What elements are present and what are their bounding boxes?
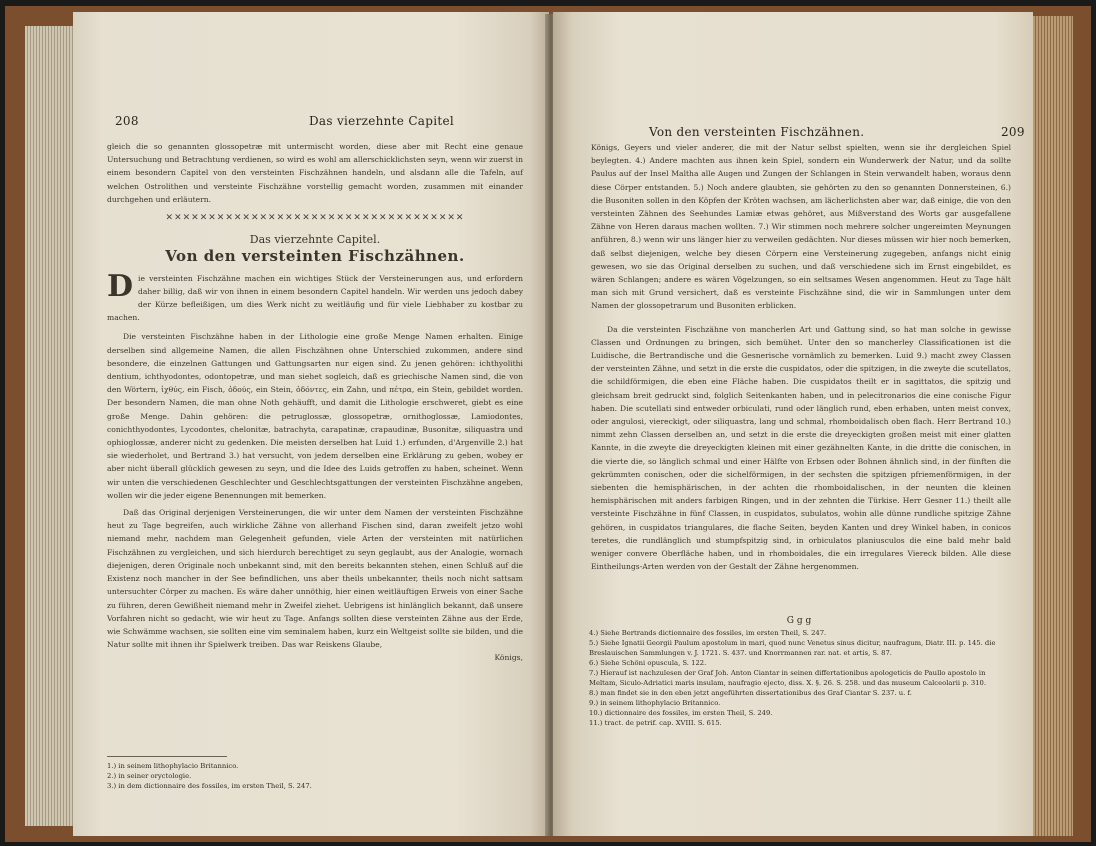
footnote: 3.) in dem dictionnaire des fossiles, im ersten Theil, S. 247. <box>107 782 312 790</box>
right-page <box>553 12 1033 836</box>
left-paragraph-1 <box>107 268 523 325</box>
right-body <box>591 141 1011 574</box>
left-intro-paragraph: gleich die so genannten glossopetræ mit untermischt worden, diese aber mit Recht eine genaue Untersuchung und Betrachtung verdienen, so wird es wohl am allerschicklichsten seyn, wenn wir zuerst in einem besondern Capitel von den versteinten Fischzähnen handeln, und alsdann alle die Tafeln, auf welchen Ostrolithen und versteinte Fischzähne vorstellig gemacht worden, zusammen mit einander durchgehen und erläutern. <box>107 142 523 204</box>
left-footnotes <box>107 744 523 791</box>
left-page-number: 208 <box>115 114 139 128</box>
left-body <box>107 140 523 665</box>
footnote: 4.) Siehe Bertrands dictionnaire des fossiles, im ersten Theil, S. 247. <box>589 629 827 637</box>
footnote-rule <box>107 756 227 757</box>
footnote: 9.) in seinem lithophylacio Britannico. <box>589 699 721 707</box>
left-paragraph-1-text: ie versteinten Fischzähne machen ein wichtiges Stück der Versteinerungen aus, und erfordern daher billig, daß wir von ihnen in einem besondern Capitel handeln. Wir werden uns jedoch dabey der Kürze befleißigen, um dies Werk nicht zu weitläufig und für viele Liebhaber zu kostbar zu machen. <box>107 273 523 323</box>
chapter-label: Das vierzehnte Capitel. <box>249 233 381 247</box>
right-paragraph-2: Da die versteinten Fischzähne von mancherlen Art und Gattung sind, so hat man solche in gewisse Classen und Ordnungen zu bringen, sich bemühet. Unter den so mancherley Classificationen ist die Luidische, die Bertrandische und die Gesnerische vornämlich zu bemerken. Luid 9.) macht zwey Classen der versteinten Zähne, und setzt in die erste die cuspidatos, oder die spitzigen, in die zweyte die scutellatos, die schildförmigen, die eben eine Fläche haben. Die cuspidatos theilt er in sagittatos, die spitzig und gleichsam breit gedruckt sind, folglich Seitenkanten haben, und in pelecitronarios die eine conische Figur haben. Die scutellati sind entweder orbiculati, rund oder länglich rund, eben erhaben, unten meist convex, oder angulosi, viereckigt, oder siliquastra, lang und schmal, rhomboidalisch oben flach. Herr Bertrand 10.) nimmt zehn Classen derselben an, und setzt in die erste die dreyeckigten großen meist mit einer glatten Kannte, in die zweyte die dreyeckigten kleinen mit einer gezähnelten Kante, in die dritte die conischen, in die vierte die, so länglich schmal und einer Hälfte von Erbsen oder Bohnen ähnlich sind, in der fünften die gekrümmten conischen, oder die sichelförmigen, in der sechsten die spitzigen pfriemenförmigen, in der siebenten die hemisphärischen, in der achten die rhomboidalischen, in der neunten die kleinen hemisphärischen mit anders farbigen Ringen, und in der zehnten die Türkise. Herr Gesner 11.) theilt alle versteinte Fischzähne in fünf Classen, in cuspidatos, subulatos, wohin alle dünne rundliche spitzige Zähne gehören, in cuspidatos triangulares, die flache Seiten, beyden Kanten und drey Winkel haben, in conicos teretes, die rundlänglich und stumpfspitzig sind, in orbiculatos planiusculos die eine bald mehr bald weniger convere Oberfläche haben, und in rhomboidales, die ein irregulares Viereck bilden. Alle diese Eintheilungs-Arten werden von der Gestalt der Zähne hergenommen. <box>591 324 1011 572</box>
right-paragraph-1: Königs, Geyers und vieler anderer, die mit der Natur selbst spielten, wenn sie ihr dergleichen Spiel beylegten. 4.) Andere machten aus ihnen kein Spiel, sondern ein Wunderwerk der Natur, und da sollte Paulus auf der Insel Maltha alle Augen und Zungen der Schlangen in Stein verwandelt haben, woraus denn diese Cörper entstanden. 5.) Noch andere glaubten, sie gehörten zu den so genannten Donnersteinen, 6.) die Busoniten sollen in den Köpfen der Kröten wachsen, am lächerlichsten aber war, daß einige, die von den versteinten Zähnen des Seehundes Lamiæ etwas gehöret, aus Mißverstand des Worts gar ausgefallene Zähne von Heren daraus machen wollten. 7.) Wir stimmen noch mehrere solcher ungereimten Meynungen anführen, 8.) wenn wir uns länger hier zu verweilen gedächten. Nur dieses müssen wir hier noch bemerken, daß selbst diejenigen, welche bey diesen Cörpern eine Versteinerung zugegeben, anfangs nicht einig gewesen, wo sie das Original derselben zu suchen, und daß verschiedene sich im Ernst eingebildet, es wären Schlangen; andere es wären Vögelzungen, so ein seltsames Wesen angenommen. Heut zu Tage hält man sich mit Grund versichert, daß es versteinte Fischzähne sind, die wir in Sammlungen unter dem Namen der glossopetrarum und Busoniten erblicken. <box>591 143 1011 311</box>
right-running-head: Von den versteinten Fischzähnen. <box>649 125 865 139</box>
footnote: 10.) dictionnaire des fossiles, im ersten Theil, S. 249. <box>589 709 773 717</box>
chapter-title: Von den versteinten Fischzähnen. <box>165 247 465 266</box>
book-spread <box>5 6 1091 842</box>
left-page-edges <box>25 26 75 826</box>
left-page <box>73 12 549 836</box>
right-footnotes <box>589 616 1009 728</box>
drop-cap: D <box>107 268 134 304</box>
ornament-divider: ✕✕✕✕✕✕✕✕✕✕✕✕✕✕✕✕✕✕✕✕✕✕✕✕✕✕✕✕✕✕✕✕✕✕✕ <box>165 213 465 224</box>
footnote: 7.) Hierauf ist nachzulesen der Graf Joh. Anton Ciantar in seinen differtationibus apologeticis de Paullo apostolo in Meltam, Siculo-Adriatici maris insulam, naufragio ejecto, diss. X. §. 26. S. 258. und das museum Calceolarii p. 310. <box>589 669 987 687</box>
footnote: 2.) in seiner oryctologie. <box>107 772 192 780</box>
right-page-edges <box>1033 16 1073 836</box>
left-paragraph-3: Daß das Original derjenigen Versteinerungen, die wir unter dem Namen der versteinten Fischzähne heut zu Tage begreifen, auch wirkliche Zähne von allerhand Fischen sind, daran zweifelt jetzo wohl niemand mehr, nachdem man Gelegenheit gefunden, viele Arten der versteinten mit natürlichen Fischzähnen zu vergleichen, und sich hierdurch berechtiget zu seyn geglaubt, aus der Analogie, wornach diejenigen, deren Originale noch unbekannt sind, mit den bereits bekannten stehen, einen Schluß auf die Existenz noch mancher in der See befindlichen, uns aber theils unbekannter, theils noch nicht sattsam untersuchter Cörper zu machen. Es wäre daher unnöthig, hier einen weitläuftigen Erweis von einer Sache zu führen, deren Gewißheit niemand mehr in Zweifel ziehet. Uebrigens ist hinlänglich bekannt, daß unsere Vorfahren nicht so gedacht, wie wir heut zu Tage. Anfangs sollten diese versteinten Zähne aus der Erde, wie Schwämme wachsen, sie sollten eine vim seminalem haben, kurz ein Weltgeist sollte sie bilden, und die Natur sollte mit ihnen ihr Spielwerk treiben. Das war Reiskens Glaube, <box>107 508 523 650</box>
left-running-head: Das vierzehnte Capitel <box>309 114 455 128</box>
footnote: 1.) in seinem lithophylacio Britannico. <box>107 762 239 770</box>
footnote: 5.) Siehe Ignatii Georgii Paulum apostolum in mari, quod nunc Venetus sinus dicitur, naufragum, Diatr. III. p. 145. die Breslauischen Sammlungen v. J. 1721. S. 437. und Knorrmannen rar. nat. et artis, S. 87. <box>589 639 996 657</box>
footnote: 11.) tract. de petrif. cap. XVIII. S. 615. <box>589 719 722 727</box>
footnote: 6.) Siehe Schöni opuscula, S. 122. <box>589 659 707 667</box>
left-paragraph-2: Die versteinten Fischzähne haben in der Lithologie eine große Menge Namen erhalten. Einige derselben sind allgemeine Namen, die allen Fischzähnen ohne Unterschied zukommen, andere sind besondere, die einzelnen Gattungen und Gattungsarten nur eigen sind. Zu jenen gehören: ichthyolithi dentium, ichthyodontes, odontopetræ, und man siehet sogleich, daß es griechische Namen sind, die von den Wörtern, ἰχθύς, ein Fisch, ὀδούς, ein Stein, ὀδόντες, ein Zahn, und πέτρα, ein Stein, gebildet worden. Der besondern Namen, die man ohne Noth gehäufft, und damit die Lithologie erschweret, giebt es eine große Menge. Dahin gehören: die petruglossæ, glossopetræ, ornithoglossæ, Lamiodontes, conichthyodontes, Lycodontes, chelonitæ, batrachyta, carapatinæ, crapaudinæ, Busonitæ, siliquastra und ophioglossæ, anderer nicht zu gedenken. Die meisten derselben hat Luid 1.) erfunden, d'Argenville 2.) hat sie wiederholet, und Bertrand 3.) hat versucht, von jedem derselben eine Erklärung zu geben, wobey er aber nicht überall glücklich gewesen zu seyn, und die Idee des Luids getroffen zu haben, scheinet. Wenn wir unten die verschiedenen Geschlechter und Geschlechtsgattungen der versteinten Fischzähne angeben, wollen wir die jeder eigene Benennungen mit bemerken. <box>107 332 523 500</box>
signature-mark: G g g <box>786 616 812 626</box>
footnote: 8.) man findet sie in den eben jetzt angeführten dissertationibus des Graf Ciantar S. 237. u. f. <box>589 689 912 697</box>
right-page-number: 209 <box>1001 125 1025 139</box>
left-catchword: Königs, <box>494 653 523 663</box>
